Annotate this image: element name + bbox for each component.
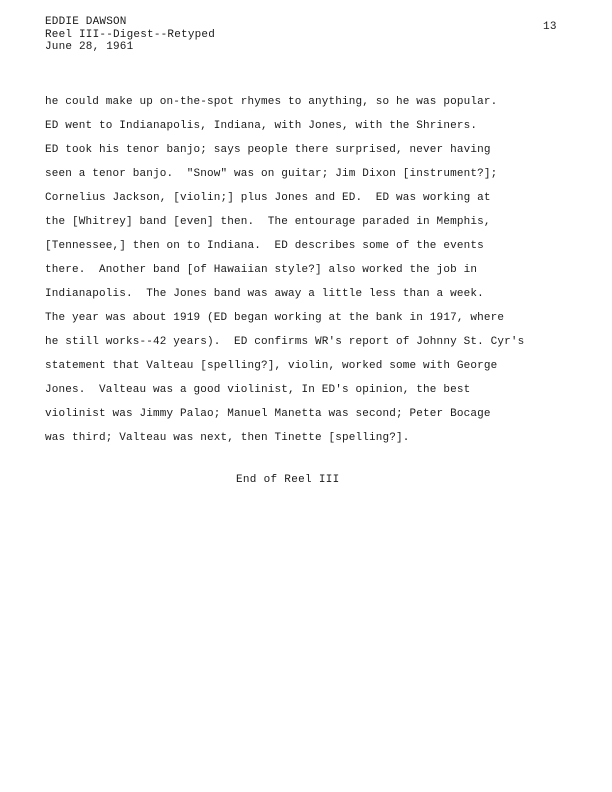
text-line: Indianapolis. The Jones band was away a little less than a week. [45, 288, 484, 300]
transcript-body [45, 90, 585, 450]
page-number: 13 [543, 21, 557, 33]
text-line: Jones. Valteau was a good violinist, In ED's opinion, the best [45, 384, 471, 396]
text-line: violinist was Jimmy Palao; Manuel Manetta was second; Peter Bocage [45, 408, 491, 420]
text-line: there. Another band [of Hawaiian style?] also worked the job in [45, 264, 478, 276]
text-line: statement that Valteau [spelling?], violin, worked some with George [45, 360, 498, 372]
text-line: Cornelius Jackson, [violin;] plus Jones and ED. ED was working at [45, 192, 491, 204]
text-line: ED went to Indianapolis, Indiana, with Jones, with the Shriners. [45, 120, 478, 132]
interview-date: June 28, 1961 [45, 41, 134, 53]
text-line: seen a tenor banjo. "Snow" was on guitar; Jim Dixon [instrument?]; [45, 168, 498, 180]
interviewee-name: EDDIE DAWSON [45, 16, 127, 28]
text-line: ED took his tenor banjo; says people there surprised, never having [45, 144, 491, 156]
reel-label: Reel III--Digest--Retyped [45, 28, 216, 41]
document-header [45, 16, 215, 54]
text-line: the [Whitrey] band [even] then. The entourage paraded in Memphis, [45, 216, 491, 228]
text-line: he still works--42 years). ED confirms WR's report of Johnny St. Cyr's [45, 336, 525, 348]
text-line: [Tennessee,] then on to Indiana. ED describes some of the events [45, 240, 484, 252]
text-line: was third; Valteau was next, then Tinette [spelling?]. [45, 432, 410, 444]
text-line: he could make up on-the-spot rhymes to anything, so he was popular. [45, 96, 498, 108]
end-of-reel-label: End of Reel III [236, 474, 340, 486]
text-line: The year was about 1919 (ED began working at the bank in 1917, where [45, 312, 505, 324]
